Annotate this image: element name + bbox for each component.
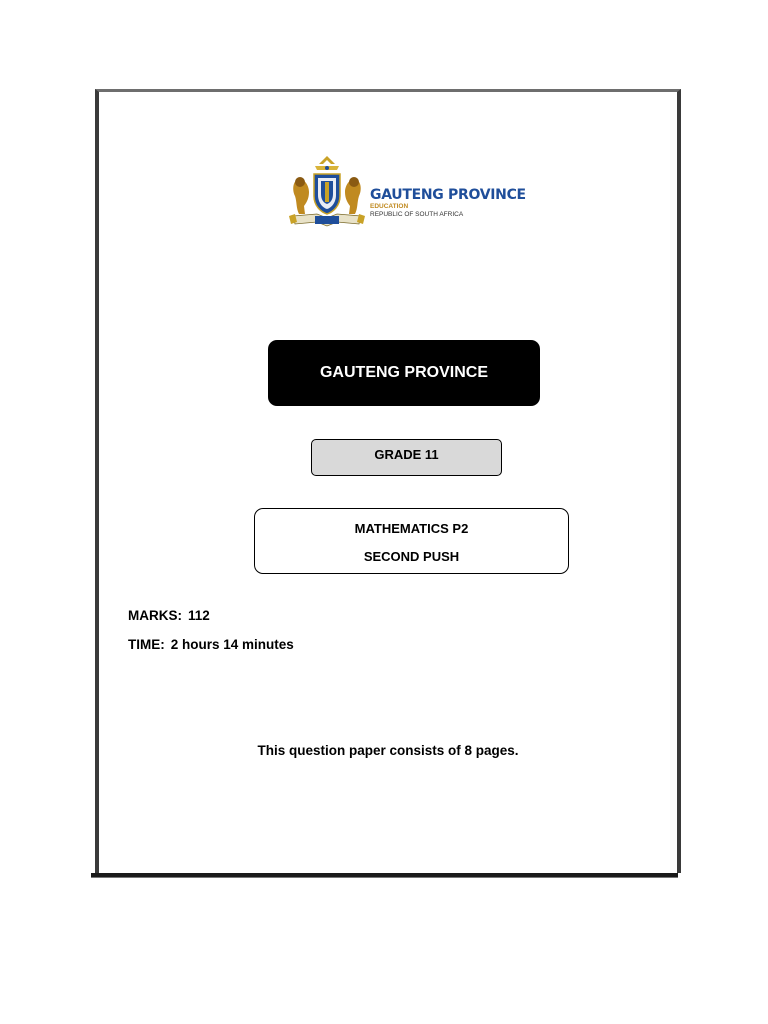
marks-line [128, 608, 210, 623]
logo-title: GAUTENG PROVINCE [370, 187, 526, 203]
province-title-box [268, 340, 540, 406]
marks-label: MARKS: [128, 608, 182, 623]
province-title: GAUTENG PROVINCE [319, 364, 488, 381]
marks-value: 112 [188, 608, 210, 623]
gauteng-education-logo [287, 152, 526, 228]
page-count-note: This question paper consists of 8 pages. [257, 743, 519, 758]
grade-box [311, 439, 502, 476]
session-title: SECOND PUSH [363, 549, 460, 564]
logo-wordmark [370, 188, 526, 218]
logo-department: EDUCATION [370, 203, 409, 210]
time-line [128, 637, 294, 652]
logo-country: REPUBLIC OF SOUTH AFRICA [370, 210, 464, 218]
subject-box [254, 508, 569, 574]
grade-label: GRADE 11 [374, 447, 439, 462]
coat-of-arms-emblem [287, 152, 367, 228]
time-label: TIME: [128, 637, 165, 652]
page-border-bottom-rule [91, 873, 678, 878]
time-value: 2 hours 14 minutes [170, 637, 294, 652]
subject-title: MATHEMATICS P2 [354, 521, 469, 536]
